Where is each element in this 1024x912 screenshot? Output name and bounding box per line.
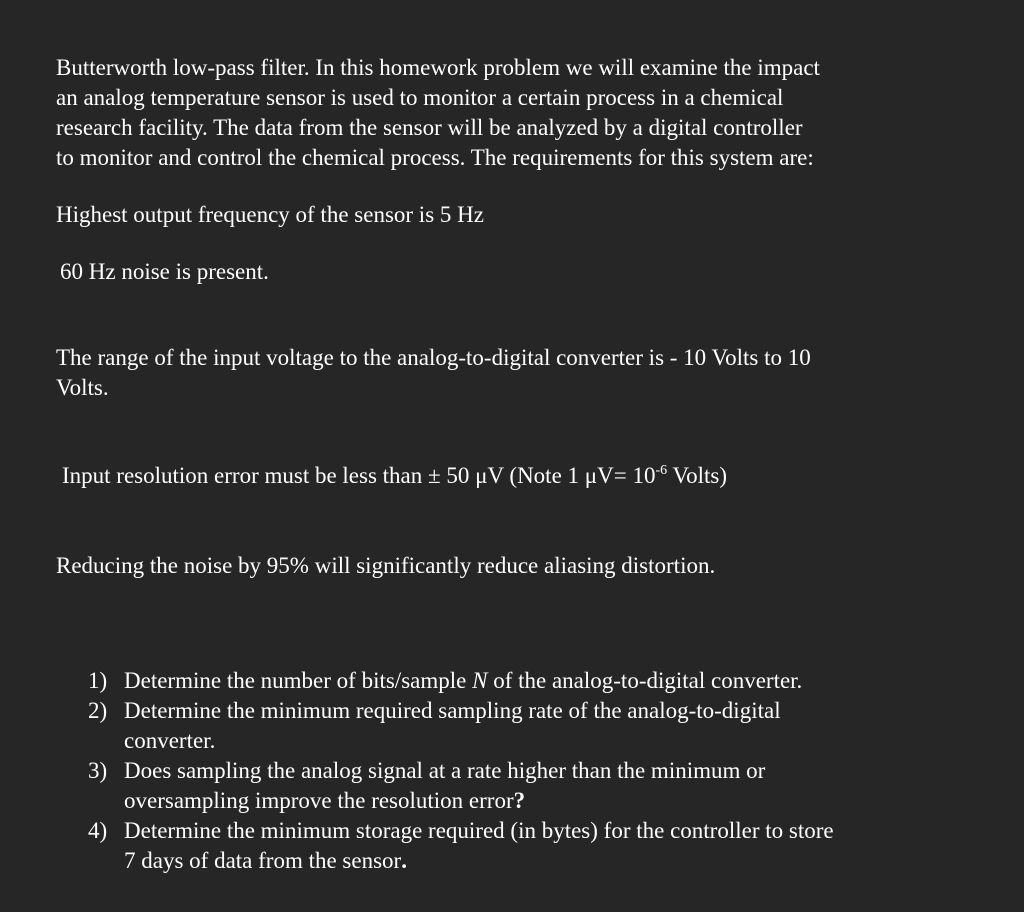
requirement-frequency: Highest output frequency of the sensor is 5 Hz (56, 202, 484, 227)
resolution-exponent: -6 (655, 463, 668, 478)
requirement-noise: 60 Hz noise is present. (60, 259, 269, 284)
voltage-range-line: The range of the input voltage to the analog-to-digital converter is - 10 Volts to 10 (56, 345, 811, 370)
question-text-part: Determine the number of bits/sample (124, 668, 473, 693)
question-text (124, 846, 834, 876)
question-text: Does sampling the analog signal at a rate higher than the minimum or (124, 758, 766, 783)
question-text: Determine the minimum storage required (in bytes) for the controller to store (124, 818, 834, 843)
variable-n: N (472, 668, 488, 693)
resolution-unit: Volts) (667, 463, 727, 488)
question-period: . (401, 848, 407, 873)
requirement-voltage-range (56, 343, 811, 403)
question-text: Determine the minimum required sampling rate of the analog-to-digital (124, 698, 781, 723)
question-item (88, 666, 834, 696)
requirement-noise-reduction: Reducing the noise by 95% will significantly reduce aliasing distortion. (56, 553, 716, 578)
question-number: 4) (88, 818, 108, 843)
intro-line: research facility. The data from the sensor will be analyzed by a digital controller (56, 115, 803, 140)
resolution-text: Input resolution error must be less than ± 50 μV (Note 1 μV= 10 (62, 463, 656, 488)
question-list (88, 666, 834, 876)
question-text: converter. (124, 728, 216, 753)
question-item (88, 696, 834, 756)
intro-paragraph (56, 53, 820, 173)
requirement-resolution (62, 461, 727, 491)
question-number: 1) (88, 668, 108, 693)
question-text (124, 666, 834, 696)
question-item (88, 816, 834, 876)
question-number: 3) (88, 758, 108, 783)
question-text-part: of the analog-to-digital converter. (487, 668, 803, 693)
question-mark: ? (513, 788, 526, 813)
intro-line: Butterworth low-pass filter. In this homework problem we will examine the impact (56, 55, 820, 80)
question-text (124, 786, 834, 816)
intro-line: an analog temperature sensor is used to monitor a certain process in a chemical (56, 85, 784, 110)
question-item (88, 756, 834, 816)
question-text-part: 7 days of data from the sensor (124, 848, 402, 873)
intro-line: to monitor and control the chemical process. The requirements for this system are: (56, 145, 814, 170)
question-number: 2) (88, 698, 108, 723)
question-text-part: oversampling improve the resolution error (124, 788, 514, 813)
voltage-range-line: Volts. (56, 375, 109, 400)
